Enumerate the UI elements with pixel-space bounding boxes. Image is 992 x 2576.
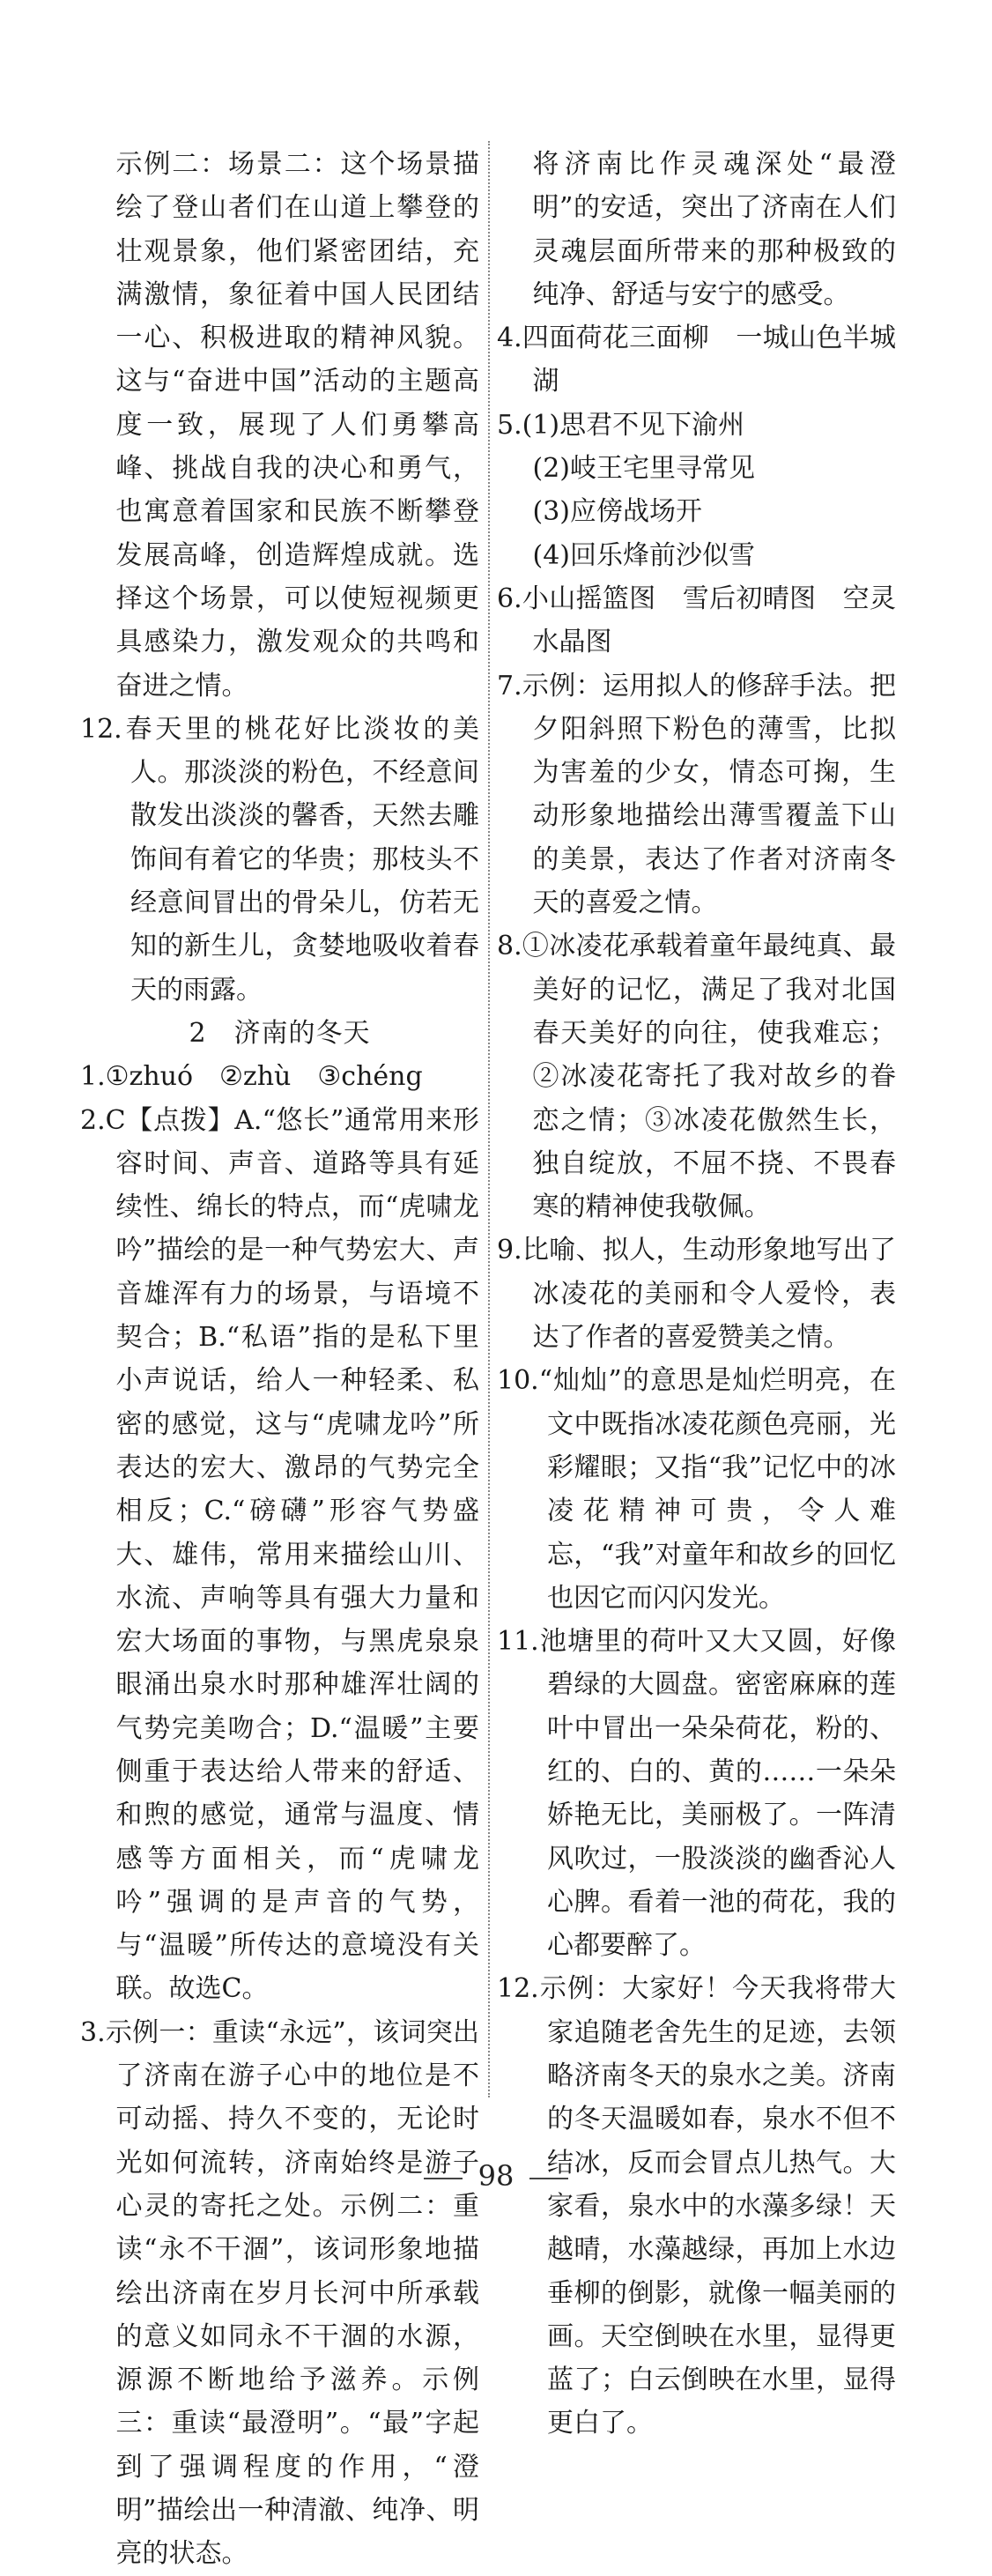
section-title: 2 济南的冬天 xyxy=(189,1017,371,1049)
answer-12-peach-blossom: 12.春天里的桃花好比淡妆的美人。那淡淡的粉色，不经意间散发出淡淡的馨香，天然去雕饰间有着它的华贵；那枝头不经意间冒出的骨朵儿，仿若无知的新生儿，贪婪地吸收着春天的雨露。 xyxy=(80,713,479,1006)
answer-5-2: (2)岐王宅里寻常见 xyxy=(532,453,755,485)
page-footer xyxy=(0,2159,992,2193)
answer-5-4: (4)回乐烽前沙似雪 xyxy=(532,539,755,571)
answer-3: 3.示例一：重读“永远”，该词突出了济南在游子心中的地位是不可动摇、持久不变的，无论时光如何流转，济南始终是游子心灵的寄托之处。示例二：重读“永不干涸”，该词形象地描绘出济南在岁月长河中所承载的意义如同永不干涸的水源，源源不断地给予滋养。示例三：重读“最澄明”。“最”字起到了强调程度的作用，“澄明”描绘出一种清澈、纯净、明亮的状态。 xyxy=(80,2016,479,2570)
answer-9: 9.比喻、拟人，生动形象地写出了冰凌花的美丽和令人爱怜，表达了作者的喜爱赞美之情。 xyxy=(497,1235,896,1354)
answer-2: 2.C【点拨】A.“悠长”通常用来形容时间、声音、道路等具有延续性、绵长的特点，而“虎啸龙吟”描绘的是一种气势宏大、声音雄浑有力的场景，与语境不契合；B.“私语”指的是私下里小声说话，给人一种轻柔、私密的感觉，这与“虎啸龙吟”所表达的宏大、激昂的气势完全相反；C.“磅礴”形容气势盛大、雄伟，常用来描绘山川、水流、声响等具有强大力量和宏大场面的事物，与黑虎泉泉眼涌出泉水时那种雄浑壮阔的气势完美吻合；D.“温暖”主要侧重于表达给人带来的舒适、和煦的感觉，通常与温度、情感等方面相关，而“虎啸龙吟”强调的是声音的气势，与“温暖”所传达的意境没有关联。故选C。 xyxy=(80,1104,479,2005)
answer-10: 10.“灿灿”的意思是灿烂明亮，在文中既指冰凌花颜色亮丽，光彩耀眼；又指“我”记忆中的冰凌花精神可贵，令人难忘，“我”对童年和故乡的回忆也因它而闪闪发光。 xyxy=(497,1365,896,1614)
answer-7: 7.示例：运用拟人的修辞手法。把夕阳斜照下粉色的薄雪，比拟为害羞的少女，情态可掬，生动形象地描绘出薄雪覆盖下山的美景，表达了作者对济南冬天的喜爱之情。 xyxy=(497,670,896,919)
footer-dash-left xyxy=(424,2178,463,2179)
answer-6: 6.小山摇篮图 雪后初晴图 空灵水晶图 xyxy=(497,583,896,658)
footer-dash-right xyxy=(529,2178,568,2179)
page-number: 98 xyxy=(477,2159,515,2193)
answer-12: 12.示例：大家好！今天我将带大家追随老舍先生的足迹，去领略济南冬天的泉水之美。济南的冬天温暖如春，泉水不但不结冰，反而会冒点儿热气。大家看，泉水中的水藻多绿！天越晴，水藻越绿，再加上水边垂柳的倒影，就像一幅美丽的画。天空倒映在水里，显得更蓝了；白云倒映在水里，显得更白了。 xyxy=(497,1973,896,2439)
left-column xyxy=(80,143,479,2576)
answer-8: 8.①冰凌花承载着童年最纯真、最美好的记忆，满足了我对北国春天美好的向往，使我难忘；②冰凌花寄托了我对故乡的眷恋之情；③冰凌花傲然生长，独自绽放，不屈不挠、不畏春寒的精神使我敬佩。 xyxy=(497,931,896,1223)
answer-5-1: 5.(1)思君不见下渝州 xyxy=(497,409,745,441)
column-divider xyxy=(488,141,490,2097)
answer-4: 4.四面荷花三面柳 一城山色半城湖 xyxy=(497,323,896,397)
answer-11-example-two: 示例二：场景二：这个场景描绘了登山者们在山道上攀登的壮观景象，他们紧密团结，充满激情，象征着中国人民团结一心、积极进取的精神风貌。这与“奋进中国”活动的主题高度一致，展现了人们勇攀高峰、挑战自我的决心和勇气，也寓意着国家和民族不断攀登发展高峰，创造辉煌成就。选择这个场景，可以使短视频更具感染力，激发观众的共鸣和奋进之情。 xyxy=(115,149,479,702)
answer-11: 11.池塘里的荷叶又大又圆，好像碧绿的大圆盘。密密麻麻的莲叶中冒出一朵朵荷花，粉的、红的、白的、黄的……一朵朵娇艳无比，美丽极了。一阵清风吹过，一股淡淡的幽香沁人心脾。看着一池的荷花，我的心都要醉了。 xyxy=(497,1626,896,1962)
answer-5-3: (3)应傍战场开 xyxy=(532,496,702,528)
answer-1-pinyin: 1.①zhuó ②zhù ③chéng xyxy=(80,1061,423,1093)
right-column xyxy=(497,143,896,2446)
answer-3-continued: 将济南比作灵魂深处“最澄明”的安适，突出了济南在人们灵魂层面所带来的那种极致的纯净、舒适与安宁的感受。 xyxy=(532,149,896,310)
